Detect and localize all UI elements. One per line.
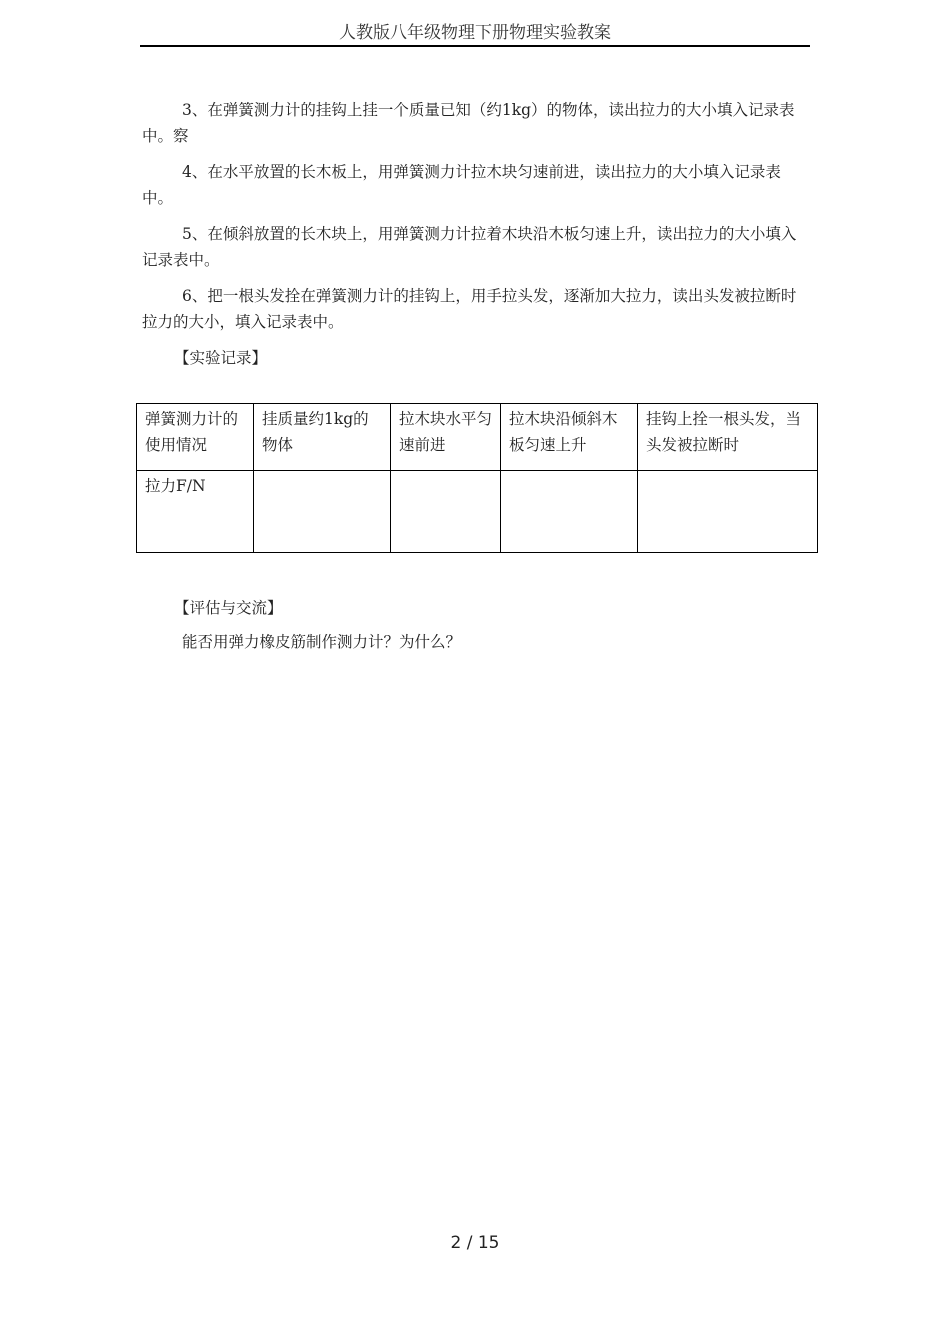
table-cell [391, 471, 501, 553]
header-divider [140, 45, 810, 47]
step-4: 4、在水平放置的长木板上，用弹簧测力计拉木块匀速前进，读出拉力的大小填入记录表中。 [142, 163, 781, 207]
table-header-cell: 挂钩上拴一根头发，当头发被拉断时 [638, 404, 818, 471]
table-header-cell: 拉木块沿倾斜木板匀速上升 [501, 404, 638, 471]
table-cell [501, 471, 638, 553]
step-6: 6、把一根头发拴在弹簧测力计的挂钩上，用手拉头发，逐渐加大拉力，读出头发被拉断时拉力的大小，填入记录表中。 [142, 287, 797, 331]
evaluation-question: 能否用弹力橡皮筋制作测力计？为什么？ [182, 633, 462, 651]
step-5: 5、在倾斜放置的长木块上，用弹簧测力计拉着木块沿木板匀速上升，读出拉力的大小填入记录表中。 [142, 225, 797, 269]
table-row [137, 471, 818, 553]
experiment-record-table [136, 403, 818, 553]
evaluation-section [142, 595, 810, 663]
evaluation-heading: 【评估与交流】 [174, 599, 283, 617]
table-header-cell: 弹簧测力计的使用情况 [137, 404, 254, 471]
step-3: 3、在弹簧测力计的挂钩上挂一个质量已知（约1kg）的物体，读出拉力的大小填入记录表中。察 [142, 101, 795, 145]
table-cell [638, 471, 818, 553]
page-number: 2 / 15 [450, 1233, 500, 1253]
document-header-title: 人教版八年级物理下册物理实验教案 [339, 23, 611, 43]
record-heading: 【实验记录】 [174, 349, 268, 367]
table-header-row [137, 404, 818, 471]
table-cell [254, 471, 391, 553]
procedure-steps [142, 97, 810, 377]
table-header-cell: 拉木块水平匀速前进 [391, 404, 501, 471]
table-row-label: 拉力F/N [137, 471, 254, 553]
table-header-cell: 挂质量约1kg的物体 [254, 404, 391, 471]
